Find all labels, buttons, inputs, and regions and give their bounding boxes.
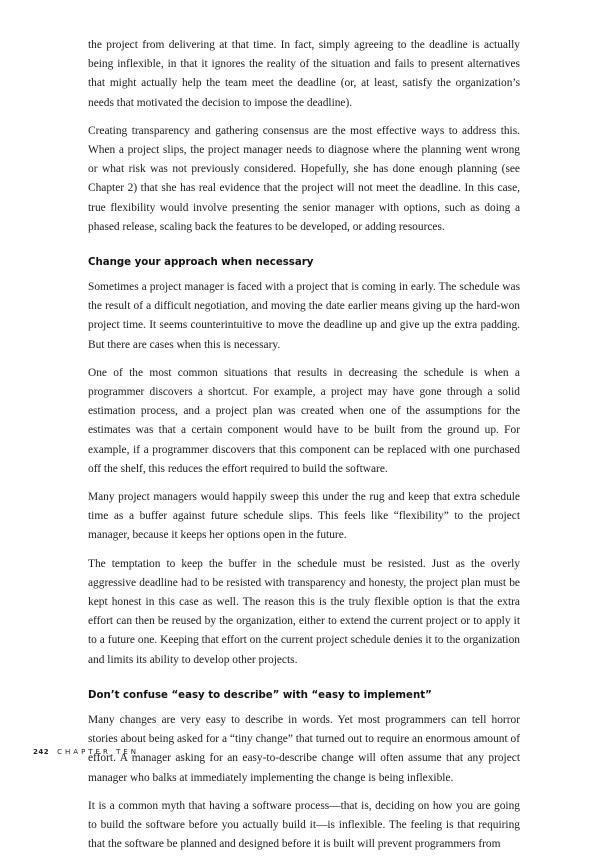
paragraph: Many changes are very easy to describe in words. Yet most programmers can tell horror stories about being asked for a “tiny change” that turned out to require an enormous amount of effort. A manager asking for an easy-to-describe change will often assume that any project manager who balks at immediately implementing the change is being inflexible. — [88, 713, 520, 784]
section-heading: Don’t confuse “easy to describe” with “easy to implement” — [88, 689, 432, 701]
paragraph: Sometimes a project manager is faced with a project that is coming in early. The schedule was the result of a difficult negotiation, and moving the date earlier means giving up the hard-won project time. It seems counterintuitive to move the deadline up and give up the extra padding. But there are cases when this is necessary. — [88, 281, 520, 351]
page-footer — [33, 748, 139, 756]
chapter-label: CHAPTER TEN — [57, 748, 140, 756]
paragraph: Many project managers would happily sweep this under the rug and keep that extra schedule time as a buffer against future schedule slips. This feels like “flexibility” to the project manager, because it keeps her options open in the future. — [88, 491, 520, 542]
paragraph: One of the most common situations that results in decreasing the schedule is when a programmer discovers a shortcut. For example, a project may have gone through a solid estimation process, and a project plan was created when one of the assumptions for the estimates was that a certain component would have to be built from the ground up. For example, if a programmer discovers that this component can be replaced with one purchased off the shelf, this reduces the effort required to build the software. — [88, 366, 520, 475]
paragraph: The temptation to keep the buffer in the schedule must be resisted. Just as the overly aggressive deadline had to be resisted with transparency and honesty, the project plan must be kept honest in this case as well. The reason this is the truly flexible option is that the extra effort can then be reused by the organization, either to extend the current project or to apply it to a future one. Keeping that effort on the current project schedule denies it to the organization and limits its ability to develop other projects. — [88, 557, 520, 666]
section-heading: Change your approach when necessary — [88, 257, 314, 269]
page-body — [88, 36, 520, 863]
paragraph: Creating transparency and gathering consensus are the most effective ways to address this. When a project slips, the project manager needs to diagnose where the planning went wrong or what risk was not previously considered. Hopefully, she has done enough planning (see Chapter 2) that she has real evidence that the project will not meet the deadline. In this case, true flexibility would involve presenting the senior manager with options, such as doing a phased release, scaling back the features to be developed, or adding resources. — [88, 124, 520, 233]
paragraph: the project from delivering at that time. In fact, simply agreeing to the deadline is actually being inflexible, in that it ignores the reality of the situation and fails to present alternatives that might actually help the team meet the deadline (or, at least, satisfy the organization’s needs that motivated the decision to impose the deadline). — [88, 39, 520, 109]
paragraph: It is a common myth that having a software process—that is, deciding on how you are going to build the software before you actually build it—is inflexible. The feeling is that requiring that the software be planned and designed before it is built will prevent programmers from — [88, 799, 520, 851]
page-number: 242 — [33, 748, 50, 756]
